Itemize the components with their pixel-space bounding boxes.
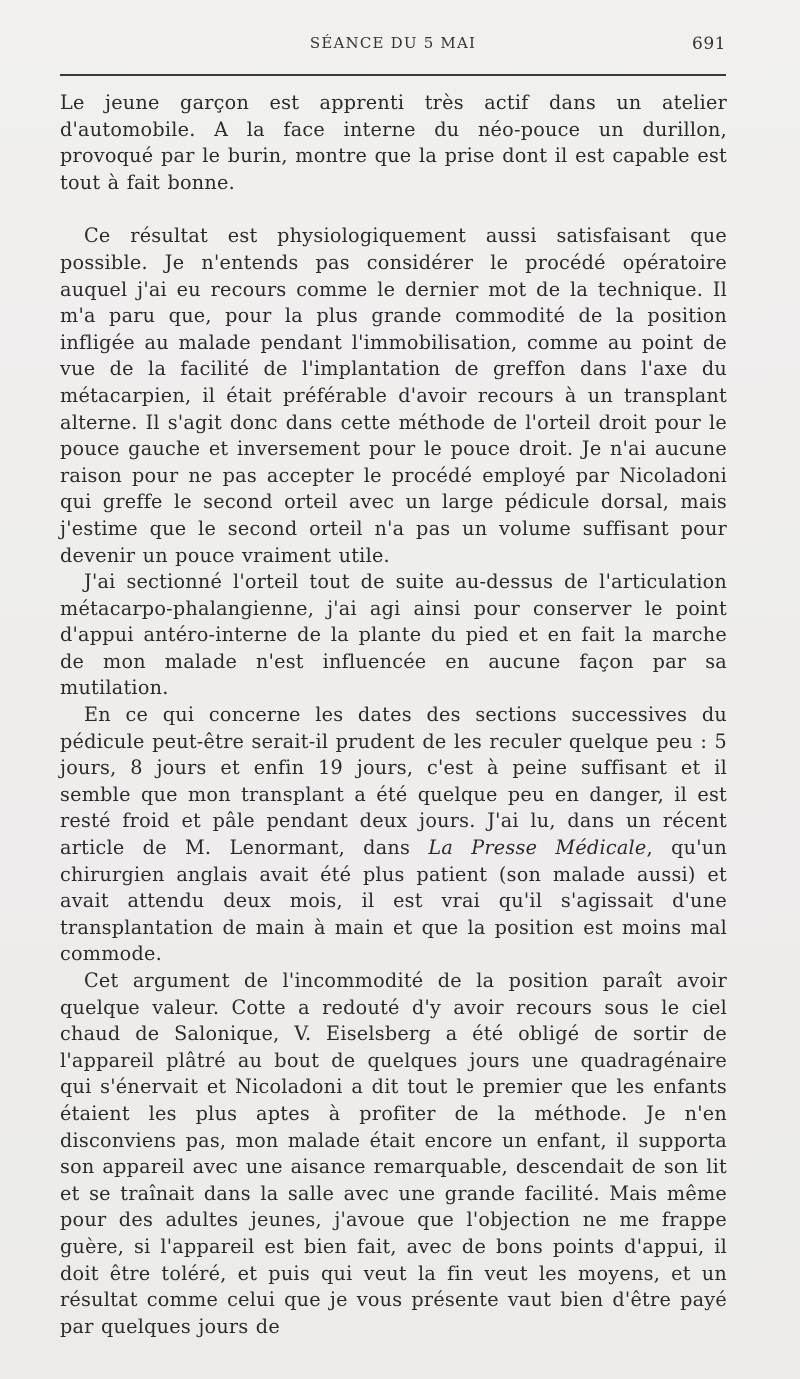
paragraph-5: Cet argument de l'incommodité de la position paraît avoir quelque valeur. Cotte a redouté d'y avoir recours sous le ciel chaud de Salonique, V. Eiselsberg a été obligé de sortir de l'appareil plâtré au bout de quelques jours une quadragénaire qui s'énervait et Nicoladoni a dit tout le premier que les enfants étaient les plus aptes à profiter de la méthode. Je n'en disconviens pas, mon malade était encore un enfant, il supporta son appareil avec une aisance remarquable, descendait de son lit et se traînait dans la salle avec une grande facilité. Mais même pour des adultes jeunes, j'avoue que l'objection ne me frappe guère, si l'appareil est bien fait, avec de bons points d'appui, il doit être toléré, et puis qui veut la fin veut les moyens, et un résultat comme celui que je vous présente vaut bien d'être payé par quelques jours de <box>60 969 727 1338</box>
paragraph-4-text-before: En ce qui concerne les dates des sections successives du pédicule peut-être serait-il prudent de les reculer quelque peu : 5 jours, 8 jours et enfin 19 jours, c'est à peine suffisant et il semble que mon transplant a été quelque peu en danger, il est resté froid et pâle pendant deux jours. J'ai lu, dans un récent article de M. Lenormant, dans <box>60 703 727 860</box>
running-title: SÉANCE DU 5 MAI <box>309 34 477 52</box>
page-number: 691 <box>692 34 726 54</box>
paragraph-3: J'ai sectionné l'orteil tout de suite au-dessus de l'articulation métacarpo-phalangienne, j'ai agi ainsi pour conserver le point d'appui antéro-interne de la plante du pied et en fait la marche de mon malade n'est influencée en aucune façon par sa mutilation. <box>60 570 727 700</box>
paragraph-4 <box>60 702 727 968</box>
body-text <box>60 90 727 1340</box>
page-header <box>60 34 726 62</box>
paragraph-1: Le jeune garçon est apprenti très actif dans un atelier d'automobile. A la face interne du néo-pouce un durillon, provoqué par le burin, montre que la prise dont il est capable est tout à fait bonne. <box>60 91 727 194</box>
journal-title: La Presse Médicale <box>428 836 647 860</box>
paragraph-4-text-after: , qu'un chirurgien anglais avait été plus patient (son malade aussi) et avait attendu deux mois, il est vrai qu'il s'agissait d'une transplantation de main à main et que la position est moins mal commode. <box>60 836 727 966</box>
paragraph-2: Ce résultat est physiologiquement aussi satisfaisant que possible. Je n'entends pas considérer le procédé opératoire auquel j'ai eu recours comme le dernier mot de la technique. Il m'a paru que, pour la plus grande commodité de la position infligée au malade pendant l'immobilisation, comme au point de vue de la facilité de l'implantation de greffon dans l'axe du métacarpien, il était préférable d'avoir recours à un transplant alterne. Il s'agit donc dans cette méthode de l'orteil droit pour le pouce gauche et inversement pour le pouce droit. Je n'ai aucune raison pour ne pas accepter le procédé employé par Nicoladoni qui greffe le second orteil avec un large pédicule dorsal, mais j'estime que le second orteil n'a pas un volume suffisant pour devenir un pouce vraiment utile. <box>60 224 727 567</box>
header-rule <box>60 74 726 76</box>
